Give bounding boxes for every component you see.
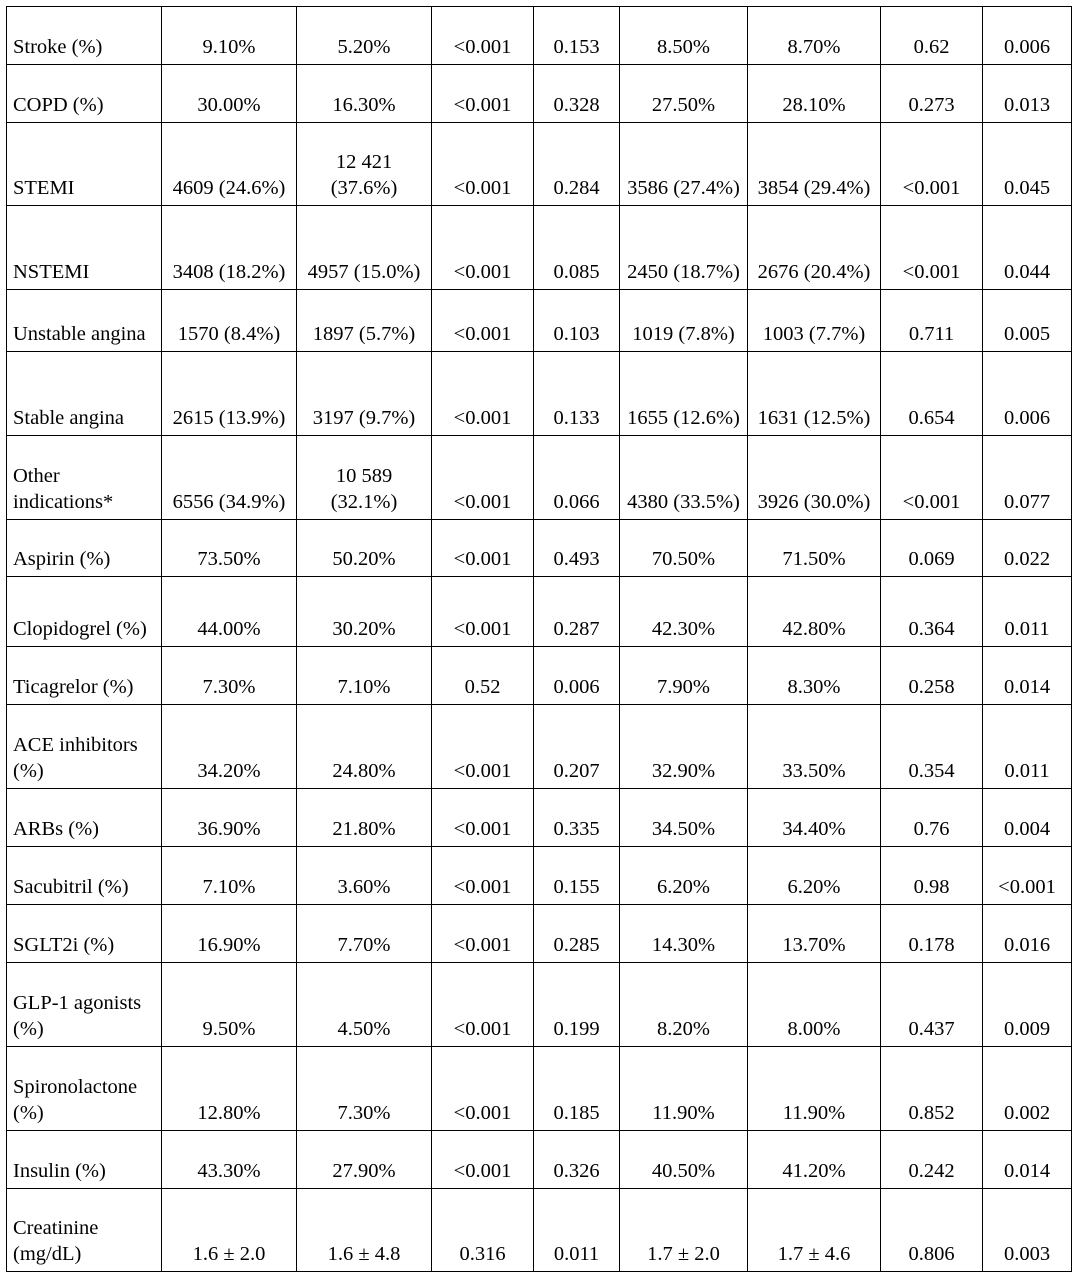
table-row bbox=[7, 7, 1072, 65]
row-label: ARBs (%) bbox=[7, 789, 162, 847]
table-cell: 42.80% bbox=[748, 577, 881, 647]
table-cell: 36.90% bbox=[162, 789, 297, 847]
table-cell: 6556 (34.9%) bbox=[162, 436, 297, 520]
table-cell: 4609 (24.6%) bbox=[162, 123, 297, 206]
table-cell: 41.20% bbox=[748, 1131, 881, 1189]
table-cell: 8.50% bbox=[620, 7, 748, 65]
table-row bbox=[7, 436, 1072, 520]
table-cell: 0.242 bbox=[881, 1131, 983, 1189]
table-cell: 0.003 bbox=[983, 1189, 1072, 1272]
table-cell: 2615 (13.9%) bbox=[162, 352, 297, 436]
table-cell: 1570 (8.4%) bbox=[162, 290, 297, 352]
table-cell: 0.005 bbox=[983, 290, 1072, 352]
table-cell: 33.50% bbox=[748, 705, 881, 789]
table-cell: 0.013 bbox=[983, 65, 1072, 123]
table-cell: 0.155 bbox=[534, 847, 620, 905]
table-cell: 70.50% bbox=[620, 520, 748, 577]
table-cell: <0.001 bbox=[432, 1131, 534, 1189]
table-cell: 0.284 bbox=[534, 123, 620, 206]
table-cell: 0.52 bbox=[432, 647, 534, 705]
table-row bbox=[7, 123, 1072, 206]
table-cell: 8.30% bbox=[748, 647, 881, 705]
table-row bbox=[7, 847, 1072, 905]
table-cell: 0.285 bbox=[534, 905, 620, 963]
table-cell: 0.011 bbox=[983, 577, 1072, 647]
table-cell: 3408 (18.2%) bbox=[162, 206, 297, 290]
table-cell: 7.30% bbox=[162, 647, 297, 705]
table-cell: 1003 (7.7%) bbox=[748, 290, 881, 352]
table-cell: <0.001 bbox=[432, 847, 534, 905]
table-cell: 0.004 bbox=[983, 789, 1072, 847]
table-cell: 0.006 bbox=[534, 647, 620, 705]
row-label: Stable angina bbox=[7, 352, 162, 436]
row-label: COPD (%) bbox=[7, 65, 162, 123]
row-label: Spironolactone (%) bbox=[7, 1047, 162, 1131]
table-cell: <0.001 bbox=[432, 436, 534, 520]
table-cell: <0.001 bbox=[881, 436, 983, 520]
table-cell: 0.335 bbox=[534, 789, 620, 847]
table-cell: 24.80% bbox=[297, 705, 432, 789]
table-cell: 27.90% bbox=[297, 1131, 432, 1189]
table-cell: 30.00% bbox=[162, 65, 297, 123]
table-cell: 0.62 bbox=[881, 7, 983, 65]
table-cell: 8.00% bbox=[748, 963, 881, 1047]
table-cell: 71.50% bbox=[748, 520, 881, 577]
table-cell: 0.364 bbox=[881, 577, 983, 647]
table-cell: 0.711 bbox=[881, 290, 983, 352]
table-cell: 6.20% bbox=[620, 847, 748, 905]
table-cell: 0.852 bbox=[881, 1047, 983, 1131]
table-cell: 0.009 bbox=[983, 963, 1072, 1047]
table-row bbox=[7, 520, 1072, 577]
table-cell: 0.133 bbox=[534, 352, 620, 436]
table-cell: 16.30% bbox=[297, 65, 432, 123]
table-cell: 8.70% bbox=[748, 7, 881, 65]
table-cell: 0.185 bbox=[534, 1047, 620, 1131]
table-cell: 3854 (29.4%) bbox=[748, 123, 881, 206]
table-cell: <0.001 bbox=[432, 963, 534, 1047]
table-cell: 3926 (30.0%) bbox=[748, 436, 881, 520]
table-cell: 0.011 bbox=[534, 1189, 620, 1272]
table-cell: 5.20% bbox=[297, 7, 432, 65]
table-cell: <0.001 bbox=[983, 847, 1072, 905]
row-label: GLP-1 agonists (%) bbox=[7, 963, 162, 1047]
table-cell: 0.354 bbox=[881, 705, 983, 789]
table-row bbox=[7, 65, 1072, 123]
table-cell: 14.30% bbox=[620, 905, 748, 963]
table-cell: <0.001 bbox=[432, 1047, 534, 1131]
table-cell: 0.493 bbox=[534, 520, 620, 577]
table-cell: 4380 (33.5%) bbox=[620, 436, 748, 520]
table-cell: 0.069 bbox=[881, 520, 983, 577]
table-cell: 4.50% bbox=[297, 963, 432, 1047]
table-cell: 0.316 bbox=[432, 1189, 534, 1272]
table-cell: 0.014 bbox=[983, 1131, 1072, 1189]
table-cell: <0.001 bbox=[881, 123, 983, 206]
row-label: Aspirin (%) bbox=[7, 520, 162, 577]
table-cell: 11.90% bbox=[620, 1047, 748, 1131]
table-cell: 13.70% bbox=[748, 905, 881, 963]
table-row bbox=[7, 1047, 1072, 1131]
table-cell: <0.001 bbox=[432, 7, 534, 65]
table-cell: 1019 (7.8%) bbox=[620, 290, 748, 352]
table-cell: <0.001 bbox=[432, 290, 534, 352]
table-cell: 0.077 bbox=[983, 436, 1072, 520]
table-row bbox=[7, 789, 1072, 847]
row-label: STEMI bbox=[7, 123, 162, 206]
table-cell: 34.50% bbox=[620, 789, 748, 847]
table-cell: 0.045 bbox=[983, 123, 1072, 206]
table-cell: 0.014 bbox=[983, 647, 1072, 705]
table-cell: 27.50% bbox=[620, 65, 748, 123]
table-cell: <0.001 bbox=[432, 520, 534, 577]
data-table bbox=[6, 6, 1072, 1272]
table-cell: 1.7 ± 2.0 bbox=[620, 1189, 748, 1272]
row-label: SGLT2i (%) bbox=[7, 905, 162, 963]
table-cell: 7.90% bbox=[620, 647, 748, 705]
table-cell: 12.80% bbox=[162, 1047, 297, 1131]
table-cell: 9.10% bbox=[162, 7, 297, 65]
table-cell: 42.30% bbox=[620, 577, 748, 647]
row-label: Clopidogrel (%) bbox=[7, 577, 162, 647]
table-cell: 7.10% bbox=[297, 647, 432, 705]
table-row bbox=[7, 290, 1072, 352]
row-label: Unstable angina bbox=[7, 290, 162, 352]
table-cell: 0.103 bbox=[534, 290, 620, 352]
table-cell: 43.30% bbox=[162, 1131, 297, 1189]
table-cell: 0.002 bbox=[983, 1047, 1072, 1131]
table-cell: <0.001 bbox=[881, 206, 983, 290]
row-label: Other indications* bbox=[7, 436, 162, 520]
table-cell: 50.20% bbox=[297, 520, 432, 577]
table-cell: 1.6 ± 2.0 bbox=[162, 1189, 297, 1272]
row-label: Sacubitril (%) bbox=[7, 847, 162, 905]
table-cell: 9.50% bbox=[162, 963, 297, 1047]
table-cell: <0.001 bbox=[432, 905, 534, 963]
table-cell: 1897 (5.7%) bbox=[297, 290, 432, 352]
table-cell: 28.10% bbox=[748, 65, 881, 123]
table-cell: 0.207 bbox=[534, 705, 620, 789]
table-cell: 0.016 bbox=[983, 905, 1072, 963]
table-cell: 1.6 ± 4.8 bbox=[297, 1189, 432, 1272]
table-cell: 8.20% bbox=[620, 963, 748, 1047]
table-cell: <0.001 bbox=[432, 352, 534, 436]
table-cell: 1.7 ± 4.6 bbox=[748, 1189, 881, 1272]
table-cell: <0.001 bbox=[432, 65, 534, 123]
table-cell: 0.328 bbox=[534, 65, 620, 123]
table-cell: 3.60% bbox=[297, 847, 432, 905]
table-cell: 0.011 bbox=[983, 705, 1072, 789]
table-cell: <0.001 bbox=[432, 705, 534, 789]
table-row bbox=[7, 352, 1072, 436]
table-cell: 0.326 bbox=[534, 1131, 620, 1189]
table-row bbox=[7, 1131, 1072, 1189]
row-label: Ticagrelor (%) bbox=[7, 647, 162, 705]
table-cell: 7.10% bbox=[162, 847, 297, 905]
table-cell: 11.90% bbox=[748, 1047, 881, 1131]
table-row bbox=[7, 905, 1072, 963]
table-cell: 0.287 bbox=[534, 577, 620, 647]
table-cell: <0.001 bbox=[432, 206, 534, 290]
table-cell: 0.178 bbox=[881, 905, 983, 963]
table-cell: 2676 (20.4%) bbox=[748, 206, 881, 290]
table-cell: 0.76 bbox=[881, 789, 983, 847]
table-cell: 32.90% bbox=[620, 705, 748, 789]
table-row bbox=[7, 647, 1072, 705]
row-label: Insulin (%) bbox=[7, 1131, 162, 1189]
table-cell: 0.258 bbox=[881, 647, 983, 705]
table-cell: 0.806 bbox=[881, 1189, 983, 1272]
table-cell: 0.654 bbox=[881, 352, 983, 436]
table-cell: 0.273 bbox=[881, 65, 983, 123]
table-cell: 0.006 bbox=[983, 7, 1072, 65]
table-cell: 34.40% bbox=[748, 789, 881, 847]
table-row bbox=[7, 206, 1072, 290]
table-body bbox=[7, 7, 1072, 1272]
table-cell: 0.98 bbox=[881, 847, 983, 905]
table-cell: 12 421 (37.6%) bbox=[297, 123, 432, 206]
table-cell: <0.001 bbox=[432, 123, 534, 206]
table-cell: 1655 (12.6%) bbox=[620, 352, 748, 436]
table-cell: 0.085 bbox=[534, 206, 620, 290]
table-cell: 73.50% bbox=[162, 520, 297, 577]
table-cell: 44.00% bbox=[162, 577, 297, 647]
table-cell: 3586 (27.4%) bbox=[620, 123, 748, 206]
table-cell: 3197 (9.7%) bbox=[297, 352, 432, 436]
table-cell: 34.20% bbox=[162, 705, 297, 789]
table-cell: 0.437 bbox=[881, 963, 983, 1047]
table-cell: 0.044 bbox=[983, 206, 1072, 290]
table-cell: 0.006 bbox=[983, 352, 1072, 436]
table-cell: <0.001 bbox=[432, 789, 534, 847]
table-cell: 40.50% bbox=[620, 1131, 748, 1189]
table-cell: 0.153 bbox=[534, 7, 620, 65]
table-cell: 30.20% bbox=[297, 577, 432, 647]
row-label: NSTEMI bbox=[7, 206, 162, 290]
table-cell: 10 589 (32.1%) bbox=[297, 436, 432, 520]
row-label: Creatinine (mg/dL) bbox=[7, 1189, 162, 1272]
table-cell: 16.90% bbox=[162, 905, 297, 963]
row-label: ACE inhibitors (%) bbox=[7, 705, 162, 789]
table-row bbox=[7, 705, 1072, 789]
table-cell: 2450 (18.7%) bbox=[620, 206, 748, 290]
table-row bbox=[7, 963, 1072, 1047]
row-label: Stroke (%) bbox=[7, 7, 162, 65]
table-cell: <0.001 bbox=[432, 577, 534, 647]
table-row bbox=[7, 1189, 1072, 1272]
table-cell: 0.199 bbox=[534, 963, 620, 1047]
table-cell: 7.30% bbox=[297, 1047, 432, 1131]
table-row bbox=[7, 577, 1072, 647]
table-cell: 1631 (12.5%) bbox=[748, 352, 881, 436]
table-cell: 21.80% bbox=[297, 789, 432, 847]
table-cell: 0.022 bbox=[983, 520, 1072, 577]
table-cell: 6.20% bbox=[748, 847, 881, 905]
table-cell: 7.70% bbox=[297, 905, 432, 963]
table-cell: 0.066 bbox=[534, 436, 620, 520]
table-cell: 4957 (15.0%) bbox=[297, 206, 432, 290]
